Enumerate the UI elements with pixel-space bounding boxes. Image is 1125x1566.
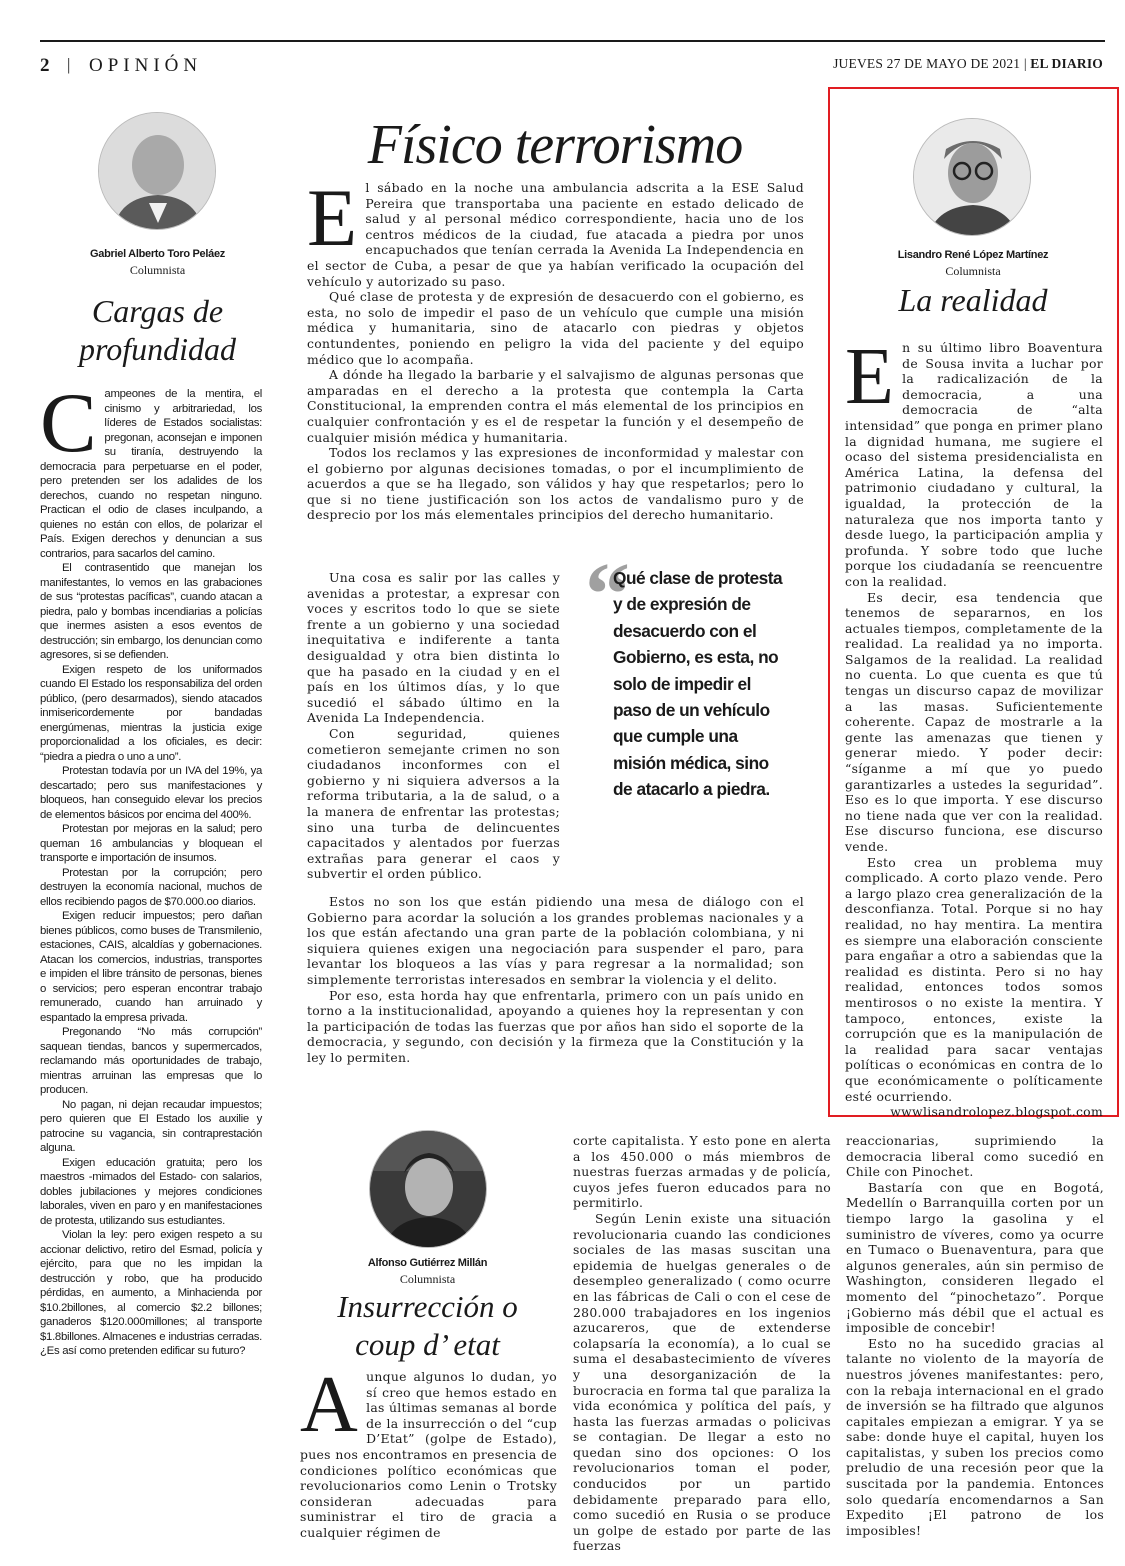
author-photo-gutierrez xyxy=(369,1130,487,1248)
drop-cap: C xyxy=(40,376,97,470)
paragraph: A dónde ha llegado la barbarie y el salvajismo de algunas personas que amparadas en el derecho a la protesta que contempla la Carta Constitucional, la emprenden contra el más elemental de los principios en cualquier confrontación y es el de respetar la función y el desempeño de cualquier misión médica y humanitaria. xyxy=(307,367,804,445)
pull-quote: Qué clase de protesta y de expresión de desacuerdo con el Gobierno, es esta, no solo de impedir el paso de un vehículo que cumple una misión médica, sino de atacarlo a piedra. xyxy=(613,568,783,800)
article-body-realidad xyxy=(845,333,1103,1120)
paragraph: Violan la ley: pero exigen respeto a su accionar delictivo, retiro del Esmad, policía y ejército, para que no les impidan la destrucción y robo, que ha producido pérdidas, en aumento, a Minhacienda por $10.2billones, al comercio $2.2 billones; ganaderos $120.000millones; al transporte $1.8billones. Almacenes e industrias cerradas. ¿Es así como pretenden edificar su futuro? xyxy=(40,1229,262,1357)
headline-cargas xyxy=(40,292,275,368)
paragraph: n su último libro Boaventura de Sousa invita a luchar por la radicalización de la democracia, a una democracia de “alta intensidad” que ponga en primer plano la dignidad humana, me sugiere el ocaso del sistema presidencialista en América Latina, la defensa del patrimonio ciudadano y cultural, la igualdad, la protección de la naturaleza que nos importa tanto y desde luego, la participación amplia y profunda. Y sobre todo que luche porque los ciudadanía se reencuentre con la realidad. xyxy=(845,340,1103,589)
paragraph: Protestan todavía por un IVA del 19%, ya descartado; pero sus manifestaciones y bloqueos, han conseguido elevar los precios de elementos básicos por encima del 400%. xyxy=(40,765,262,821)
paragraph: l sábado en la noche una ambulancia adscrita a la ESE Salud Pereira que transportaba una paciente en estado delicado de salud y al personal médico correspondiente, hacia uno de los centros médicos de la ciudad, fue atacada a piedra por unos encapuchados que tenían cerrada la Avenida La Independencia en el sector de Cuba, a pesar de que ya habían verificado la ocupación del vehículo y autorizado su paso. xyxy=(307,180,804,289)
author-name-gutierrez: Alfonso Gutiérrez Millán xyxy=(367,1257,488,1269)
paragraph: corte capitalista. Y esto pone en alerta a los 450.000 o más miembros de nuestras fuerzas armadas y de policía, cuyos jefes fueron educados para no permitirlo. xyxy=(573,1133,831,1211)
paragraph: Exigen educación gratuita; pero los maestros -mimados del Estado- con salarios, dobles jubilaciones y mejores condiciones laborales, viven en paro y en manifestaciones de protesta, utilizando sus estudiantes. xyxy=(40,1156,262,1227)
dateline: JUEVES 27 DE MAYO DE 2021 | EL DIARIO xyxy=(833,56,1103,71)
author-role-gutierrez: Columnista xyxy=(399,1272,456,1286)
portrait-icon xyxy=(914,119,1031,236)
portrait-icon xyxy=(370,1131,487,1248)
headline-realidad: La realidad xyxy=(898,282,1048,318)
paragraph: Todos los reclamos y las expresiones de inconformidad y malestar con el gobierno por algunas decisiones tomadas, o por el incumplimiento de acuerdos a que se ha llegado, son válidos y hay que respetarlos; pero lo que si no tiene justificación son los actos de vandalismo puro y de desprecio por los más elementales principios del derecho humanitario. xyxy=(307,445,804,523)
section-name: OPINIÓN xyxy=(89,55,203,76)
author-blog-link[interactable]: wwwlisandrolopez.blogspot.com xyxy=(890,1104,1103,1120)
paragraph: Estos no son los que están pidiendo una mesa de diálogo con el Gobierno para acordar la solución a los grandes problemas nacionales y a los que están afectando una gran parte de la población colombiana, y ni siquiera quienes exigen una negociación para suspender el paro, para levantar los bloqueos a las vías y para regresar a la normalidad; son simplemente terroristas interesados en sembrar la violencia y el delito. xyxy=(307,894,804,987)
paragraph: Qué clase de protesta y de expresión de desacuerdo con el gobierno, es esta, no solo de impedir el paso de un vehículo que cumple una misión médica y humanitaria, sino de atacarlo con piedras y objetos contundentes, poniendo en peligro la vida del paciente y del equipo médico que lo acompaña. xyxy=(307,289,804,367)
author-name-toro: Gabriel Alberto Toro Peláez xyxy=(90,248,225,260)
paragraph: Exigen reducir impuestos; pero dañan bienes públicos, como buses de Transmilenio, estaciones, CAIS, alcaldías y gobernaciones. Atacan los comercios, industrias, transportes e impiden el libre tránsito de personas, bienes o servicios; pero esperan encontrar trabajo remunerado, cuando han arruinado y espantado la empresa privada. xyxy=(40,910,262,1024)
paragraph: Por eso, esta horda hay que enfrentarla, primero con un país unido en torno a la institucionalidad, apoyando a quienes hoy la representan y con la participación de todas las fuerzas que por años han sido el soporte de la democracia, y segundo, con decisión y la firmeza que la Constitución y la ley lo permiten. xyxy=(307,987,804,1065)
headline-line-1: Cargas de xyxy=(91,293,224,329)
article-body-insurreccion-a xyxy=(300,1361,557,1541)
paragraph: unque algunos lo dudan, yo sí creo que hemos estado en las últimas semanas al borde de la insurrección o del “cup D’Etat” (golpe de Estado), pues nos encontramos en presencia de condiciones político económicas que revolucionarios como Lenin o Trotsky consideran adecuadas para suministrar el tiro de gracia a cualquier régimen de xyxy=(300,1369,557,1540)
paragraph: No pagan, ni dejan recaudar impuestos; pero quieren que El Estado los auxilie y patrocine su vagancia, sin contraprestación alguna. xyxy=(40,1098,262,1154)
article-body-fisico-mid xyxy=(307,570,560,882)
drop-cap: E xyxy=(845,333,895,421)
headline-line-2: coup d’ etat xyxy=(355,1327,500,1362)
drop-cap: A xyxy=(300,1361,359,1449)
quote-mark-icon: “ xyxy=(585,545,630,644)
paper-name: EL DIARIO xyxy=(1030,56,1103,71)
paragraph: Bastaría con que en Bogotá, Medellín o Barranquilla corten por un tiempo largo la gasolina y el suministro de víveres, como ya ocurre en Tumaco o Buenaventura, para que algunos generales, aún sin permiso de Washington, consideren llegado el momento del “pinochetazo”. Porque ¡Gobierno más débil que el actual es imposible de concebir! xyxy=(846,1179,1104,1336)
headline-line-1: Insurrección o xyxy=(337,1289,518,1324)
paragraph: Protestan por la corrupción; pero destruyen la economía nacional, muchos de ellos recibiendo pagos de $70.000.oo diarios. xyxy=(40,866,262,908)
author-photo-toro xyxy=(98,112,216,230)
headline-line-2: profundidad xyxy=(78,331,237,367)
article-body-insurreccion-c xyxy=(846,1133,1104,1538)
portrait-icon xyxy=(99,113,216,230)
paragraph: reaccionarias, suprimiendo la democracia liberal como sucedió en Chile con Pinochet. xyxy=(846,1133,1104,1180)
headline-insurreccion xyxy=(300,1288,555,1364)
author-name-lopez: Lisandro René López Martínez xyxy=(897,249,1049,261)
masthead-divider: | xyxy=(67,55,71,74)
issue-date: JUEVES 27 DE MAYO DE 2021 xyxy=(833,56,1021,71)
paragraph: Según Lenin existe una situación revolucionaria cuando las condiciones sociales de las masas suscitan una epidemia de huelgas generales o de desempleo generalizado ( como ocurre en las fábricas de Cali o con el cese de 280.000 trabajadores en los ingenios azucareros, que de extenderse colapsaría la economía), a lo cual se suma el desabastecimiento de víveres y una desorganización de la burocracia en forma tal que paraliza la vida económica y política del país, y hasta las fuerzas armadas o policivas se contagian. De llegar a esto no quedan sino dos opciones: O los revolucionarios toman el poder, conducidos por un partido debidamente preparado para ello, como sucedió en Rusia o se produce un golpe de estado por parte de las fuerzas xyxy=(573,1210,831,1554)
article-body-insurreccion-b xyxy=(573,1133,831,1554)
article-body-fisico-top xyxy=(307,172,804,523)
paragraph: Es decir, esa tendencia que tenemos de separarnos, en los actuales tiempos, completamente de la realidad. La realidad ya no importa. Salgamos de la realidad. La realidad no cuenta. Lo que cuenta es que tú tengas un discurso capaz de movilizar a las masas. Suficientemente coherente. Capaz de mostrarle a la gente las amenazas que tienen y generar miedo. Y poder decir: “síganme a mí que yo puedo garantizarles a ustedes la seguridad”. Eso es lo que importa. Y ese discurso no tiene nada que ver con la realidad. Ese discurso funciona, ese discurso vende. xyxy=(845,589,1103,854)
masthead-rule xyxy=(40,40,1105,42)
headline-fisico: Físico terrorismo xyxy=(367,114,743,176)
paragraph: ampeones de la mentira, el cinismo y arbitrariedad, los líderes de Estados socialistas: pregonan, aconsejan e imponen su tiranía, destruyendo la democracia para perpetuarse en el poder, pero pretenden ser los adalides de los derechos, cuando no respetan ninguno. Practican el odio de clases inculpando, a quienes no están con ellos, de polarizar el País. Exigen derechos y denuncian a sus contrarios, para sacarlos del camino. xyxy=(40,388,262,560)
paragraph: El contrasentido que manejan los manifestantes, lo vemos en las grabaciones de sus “protestas pacíficas”, cuando atacan a piedra, palo y bombas incendiarias a policías que inermes asisten a esos eventos de destrucción; sin embargo, los denuncian como agresores, si se defienden. xyxy=(40,562,262,661)
drop-cap: E xyxy=(307,172,358,263)
paragraph: Protestan por mejoras en la salud; pero queman 16 ambulancias y bloquean el transporte e importación de insumos. xyxy=(40,823,262,864)
author-role-toro: Columnista xyxy=(129,263,186,277)
paragraph: Exigen respeto de los uniformados cuando El Estado los responsabiliza del orden público, (pero desarmados), siendo atacados inmisericordemente por bandadas energúmenas, mientras la justicia exige proporcionalidad a los oficiales, es decir: “piedra a piedra o uno a uno”. xyxy=(40,663,262,763)
paragraph: Una cosa es salir por las calles y avenidas a protestar, a expresar con voces y escritos todo lo que se siete frente a un gobierno y una sociedad inequitativa e indiferente a tanta desigualdad y otra bien distinta lo que ha pasado en la ciudad y en el país en los últimos días, y lo que sucedió el sábado último en la Avenida La Independencia. xyxy=(307,570,560,726)
paragraph: Esto crea un problema muy complicado. A corto plazo vende. Pero a largo plazo crea generalización de la desconfianza. Total. Porque si no hay realidad, no hay mentira. La mentira es siempre una elaboración consciente para engañar a otro a sabiendas que la realidad es distinta. Pero si no hay realidad, entonces todos somos mentirosos o no existe la mentira. Y tampoco, entonces, existe la corrupción que es la manipulación de la realidad para sacar ventajas políticas o económicas en contra de lo que económicamente o políticamente esté ocurriendo. xyxy=(845,854,1103,1104)
paragraph: Con seguridad, quienes cometieron semejante crimen no son ciudadanos inconformes con el gobierno y ni siquiera adversos a la reforma tributaria, a la de salud, o a la manera de enfrentar las protestas; sino una turba de delincuentes capacitados y alentados por fuerzas extrañas para generar el caos y subvertir el orden público. xyxy=(307,725,560,882)
page-number: 2 xyxy=(40,55,52,76)
article-body-fisico-bottom xyxy=(307,894,804,1066)
author-photo-lopez xyxy=(913,118,1031,236)
paragraph: Esto no ha sucedido gracias al talante no violento de la mayoría de nuestros jóvenes manifestantes: pero, con la rebaja internacional en el grado de inversión se ha filtrado que algunos capitales empiezan a emigrar. Y ya se sabe: donde huye el capital, huyen los capitalistas, y suben los precios como preludio de una recesión peor que la suscitada por la pandemia. Entonces solo quedaría encomendarnos a San Expedito ¡El patrono de los imposibles! xyxy=(846,1335,1104,1538)
article-body-cargas xyxy=(40,376,262,1359)
paragraph: Pregonando “No más corrupción” saquean tiendas, bancos y supermercados, reclamando más oportunidades de trabajo, mientras arruinan las empresas que lo producen. xyxy=(40,1026,262,1096)
author-role-lopez: Columnista xyxy=(945,264,1001,278)
